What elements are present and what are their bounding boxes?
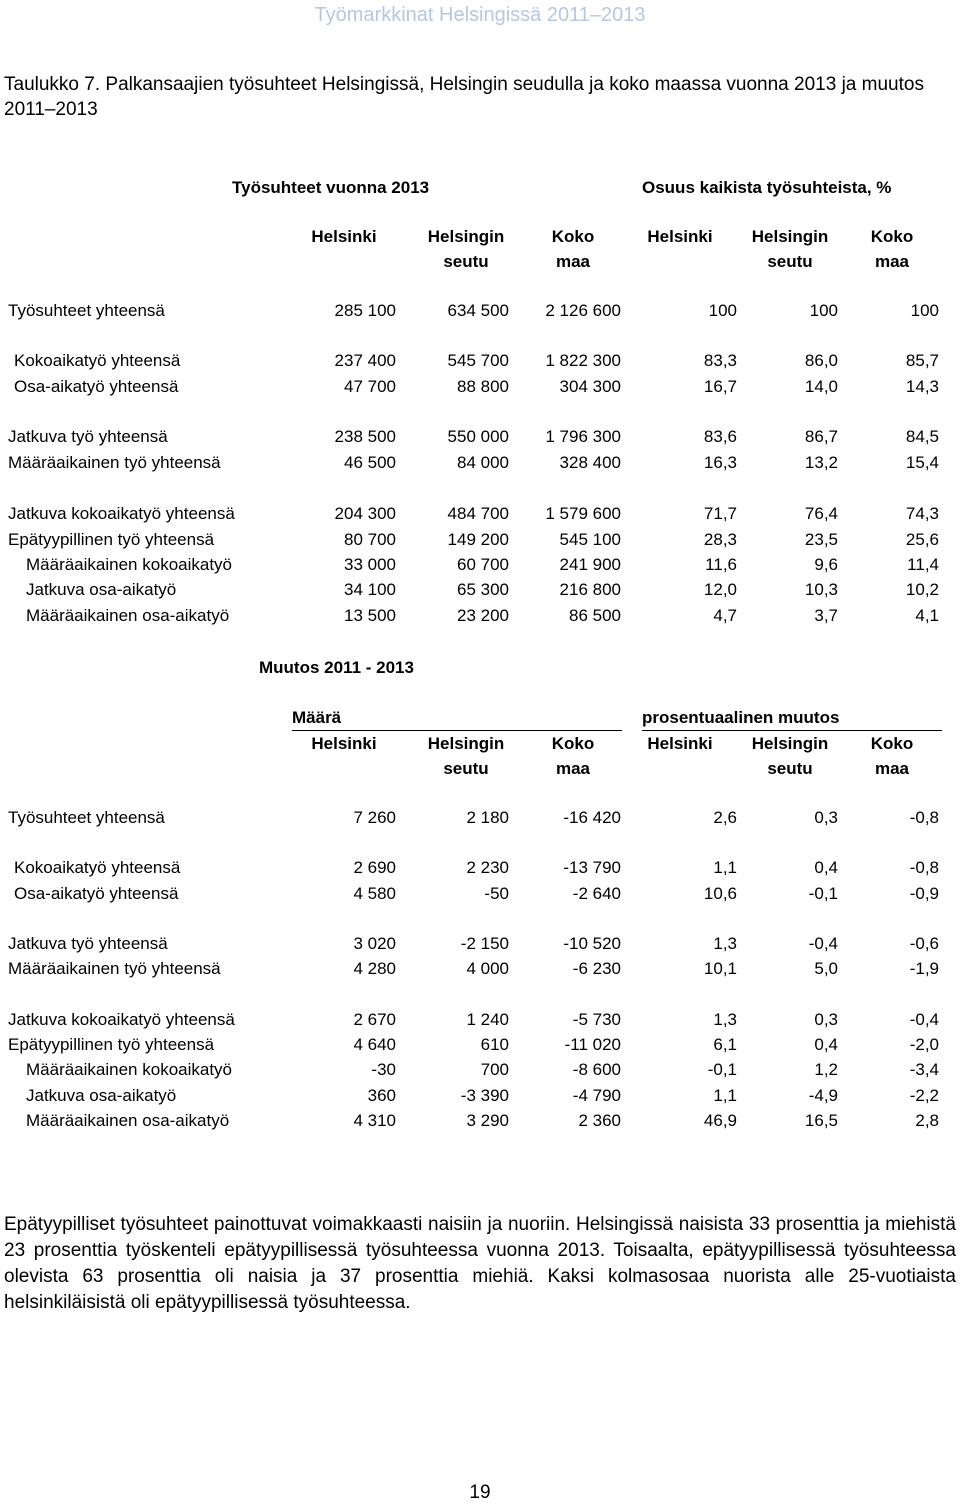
table-cell: -13 790: [563, 858, 621, 877]
table-cell: 1,2: [814, 1060, 838, 1079]
table-cell: 86,7: [804, 427, 838, 446]
table-cell: 2 670: [353, 1010, 396, 1029]
table-cell: 2,8: [915, 1111, 939, 1130]
table-cell: 46 500: [344, 453, 396, 472]
table-cell: -2 640: [572, 884, 621, 903]
column-header: Helsinki: [647, 227, 713, 246]
table-cell: 65 300: [457, 580, 509, 599]
table-cell: 700: [480, 1060, 509, 1079]
column-header: Helsinki: [647, 734, 713, 753]
body-paragraph: Epätyypilliset työsuhteet painottuvat voimakkaasti naisiin ja nuoriin. Helsingissä naisista 33 prosenttia ja miehistä 23 prosenttia työskenteli epätyypillisessä työsuhteessa vuonna 2013. Toisaalta, epätyypillisessä työsuhteessa olevista 63 prosenttia oli naisia ja 37 prosenttia miehiä. Kaksi kolmasosaa nuorista alle 25-vuotiaista helsinkiläisistä oli epätyypillisessä työsuhteessa.: [4, 1214, 956, 1313]
table-cell: -0,4: [808, 934, 838, 953]
row-label: Jatkuva kokoaikatyö yhteensä: [8, 504, 235, 523]
table-cell: 83,6: [703, 427, 737, 446]
table-cell: -0,4: [909, 1010, 939, 1029]
row-label: Työsuhteet yhteensä: [8, 808, 165, 827]
table-caption: Taulukko 7. Palkansaajien työsuhteet Helsingissä, Helsingin seudulla ja koko maassa vuonna 2013 ja muutos 2011–2013: [4, 74, 924, 120]
table-cell: -6 230: [572, 959, 621, 978]
table-cell: 83,3: [703, 351, 737, 370]
column-header: Koko maa: [870, 734, 914, 778]
table-cell: 4 280: [353, 959, 396, 978]
table-cell: 2 180: [466, 808, 509, 827]
row-label: Määräaikainen työ yhteensä: [8, 453, 221, 472]
table-cell: 4,7: [713, 606, 737, 625]
table-cell: 12,0: [703, 580, 737, 599]
row-label: Määräaikainen työ yhteensä: [8, 959, 221, 978]
table-cell: 10,1: [703, 959, 737, 978]
table-cell: 74,3: [905, 504, 939, 523]
row-label: Jatkuva työ yhteensä: [8, 934, 168, 953]
table-cell: 3 020: [353, 934, 396, 953]
column-header: Koko maa: [551, 227, 595, 271]
table-cell: 23,5: [804, 530, 838, 549]
table-cell: -30: [371, 1060, 396, 1079]
table-cell: 76,4: [804, 504, 838, 523]
row-label: Epätyypillinen työ yhteensä: [8, 1035, 215, 1054]
table-cell: -16 420: [563, 808, 621, 827]
table-cell: 9,6: [814, 555, 838, 574]
table-cell: 328 400: [559, 453, 621, 472]
table-cell: 16,3: [703, 453, 737, 472]
table-cell: -0,1: [707, 1060, 737, 1079]
table-cell: 13,2: [804, 453, 838, 472]
table-cell: 60 700: [457, 555, 509, 574]
table-cell: 86,0: [804, 351, 838, 370]
table-cell: -2 150: [460, 934, 509, 953]
table-cell: -4,9: [808, 1086, 838, 1105]
table-cell: -50: [484, 884, 509, 903]
table-cell: 2 126 600: [545, 301, 621, 320]
table-cell: 85,7: [905, 351, 939, 370]
table-cell: 1 240: [466, 1010, 509, 1029]
row-label: Kokoaikatyö yhteensä: [14, 351, 181, 370]
row-label: Epätyypillinen työ yhteensä: [8, 530, 215, 549]
table-cell: -8 600: [572, 1060, 621, 1079]
table-cell: 2,6: [713, 808, 737, 827]
table-cell: 216 800: [559, 580, 621, 599]
running-header: Työmarkkinat Helsingissä 2011–2013: [314, 4, 646, 26]
column-header: Koko maa: [870, 227, 914, 271]
table-cell: 238 500: [334, 427, 396, 446]
table-cell: 86 500: [569, 606, 621, 625]
column-header: Helsinki: [311, 734, 377, 753]
row-label: Määräaikainen kokoaikatyö: [26, 555, 233, 574]
table-cell: 14,0: [804, 377, 838, 396]
table-cell: 1,3: [713, 934, 737, 953]
row-label: Kokoaikatyö yhteensä: [14, 858, 181, 877]
table-title: Muutos 2011 - 2013: [259, 658, 414, 677]
table-cell: 80 700: [344, 530, 396, 549]
table-cell: -0,8: [909, 808, 939, 827]
table-cell: -4 790: [572, 1086, 621, 1105]
table-cell: 10,3: [804, 580, 838, 599]
table-cell: 285 100: [334, 301, 396, 320]
row-label: Määräaikainen osa-aikatyö: [26, 606, 230, 625]
table-cell: 14,3: [905, 377, 939, 396]
row-label: Jatkuva osa-aikatyö: [26, 1086, 177, 1105]
table-cell: 237 400: [334, 351, 396, 370]
table-cell: 550 000: [447, 427, 509, 446]
table-cell: -10 520: [563, 934, 621, 953]
table-cell: 100: [910, 301, 939, 320]
table-cell: 4 000: [466, 959, 509, 978]
table-cell: 16,5: [804, 1111, 838, 1130]
table-cell: 23 200: [457, 606, 509, 625]
table-cell: 4,1: [915, 606, 939, 625]
table-cell: 241 900: [559, 555, 621, 574]
table-cell: 47 700: [344, 377, 396, 396]
table-cell: -2,0: [909, 1035, 939, 1054]
table-cell: 10,2: [905, 580, 939, 599]
table-cell: -0,6: [909, 934, 939, 953]
table-cell: -5 730: [572, 1010, 621, 1029]
table-cell: 1,3: [713, 1010, 737, 1029]
table-cell: 1,1: [713, 858, 737, 877]
table-cell: 304 300: [559, 377, 621, 396]
table-cell: 7 260: [353, 808, 396, 827]
table-cell: 100: [708, 301, 737, 320]
table-cell: -11 020: [564, 1035, 621, 1054]
table-cell: 360: [367, 1086, 396, 1105]
table-cell: 2 690: [353, 858, 396, 877]
table-cell: 16,7: [703, 377, 737, 396]
table-cell: 4 580: [353, 884, 396, 903]
table-cell: 71,7: [703, 504, 737, 523]
table-cell: 34 100: [344, 580, 396, 599]
table-cell: 28,3: [703, 530, 737, 549]
table-cell: 149 200: [447, 530, 509, 549]
group-header-left: Määrä: [292, 708, 342, 727]
table-cell: 6,1: [713, 1035, 737, 1054]
table-cell: 0,3: [814, 808, 838, 827]
table-cell: 545 100: [559, 530, 621, 549]
group-header-left: Työsuhteet vuonna 2013: [232, 178, 430, 197]
table-cell: 0,4: [814, 1035, 838, 1054]
table-cell: 46,9: [703, 1111, 737, 1130]
table-cell: 13 500: [344, 606, 396, 625]
table-cell: 2 360: [578, 1111, 621, 1130]
table-cell: 33 000: [344, 555, 396, 574]
row-label: Työsuhteet yhteensä: [8, 301, 165, 320]
table-cell: -0,9: [909, 884, 939, 903]
row-label: Määräaikainen kokoaikatyö: [26, 1060, 233, 1079]
table-cell: 4 640: [353, 1035, 396, 1054]
table-cell: -2,2: [909, 1086, 939, 1105]
column-header: Helsingin seutu: [751, 227, 829, 271]
table-cell: 10,6: [703, 884, 737, 903]
row-label: Osa-aikatyö yhteensä: [14, 377, 179, 396]
table-cell: 1,1: [713, 1086, 737, 1105]
row-label: Jatkuva työ yhteensä: [8, 427, 168, 446]
column-header: Helsingin seutu: [427, 227, 505, 271]
table-cell: -0,8: [909, 858, 939, 877]
table-cell: 88 800: [457, 377, 509, 396]
table-cell: 11,4: [907, 555, 939, 574]
table-cell: 1 822 300: [545, 351, 621, 370]
table-cell: -0,1: [808, 884, 838, 903]
row-label: Määräaikainen osa-aikatyö: [26, 1111, 230, 1130]
table-cell: -3 390: [460, 1086, 509, 1105]
column-header: Koko maa: [551, 734, 595, 778]
table-cell: 25,6: [905, 530, 939, 549]
table-cell: 1 579 600: [545, 504, 621, 523]
table-cell: 1 796 300: [545, 427, 621, 446]
table-cell: 3 290: [466, 1111, 509, 1130]
column-header: Helsingin seutu: [427, 734, 505, 778]
group-header-right: prosentuaalinen muutos: [642, 708, 840, 727]
table-cell: 634 500: [447, 301, 509, 320]
group-header-right: Osuus kaikista työsuhteista, %: [642, 178, 892, 197]
table-cell: 15,4: [905, 453, 939, 472]
table-cell: -1,9: [909, 959, 939, 978]
table-cell: 84,5: [905, 427, 939, 446]
table-cell: 3,7: [814, 606, 838, 625]
table-cell: -3,4: [909, 1060, 939, 1079]
column-header: Helsingin seutu: [751, 734, 829, 778]
table-cell: 11,6: [705, 555, 737, 574]
table-cell: 610: [480, 1035, 509, 1054]
table-cell: 2 230: [466, 858, 509, 877]
table-cell: 84 000: [457, 453, 509, 472]
table-cell: 100: [809, 301, 838, 320]
table-cell: 484 700: [447, 504, 509, 523]
table-cell: 204 300: [334, 504, 396, 523]
page-number: 19: [469, 1482, 491, 1503]
column-header: Helsinki: [311, 227, 377, 246]
row-label: Jatkuva osa-aikatyö: [26, 580, 177, 599]
table-cell: 0,3: [814, 1010, 838, 1029]
table-cell: 5,0: [814, 959, 838, 978]
table-cell: 545 700: [447, 351, 509, 370]
table-cell: 4 310: [353, 1111, 396, 1130]
table-cell: 0,4: [814, 858, 838, 877]
row-label: Jatkuva kokoaikatyö yhteensä: [8, 1010, 235, 1029]
row-label: Osa-aikatyö yhteensä: [14, 884, 179, 903]
